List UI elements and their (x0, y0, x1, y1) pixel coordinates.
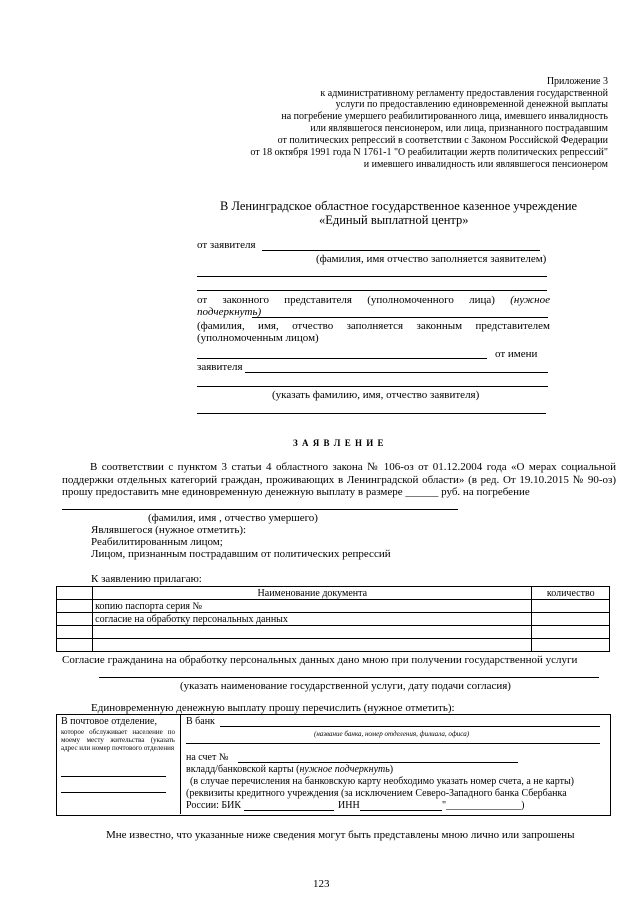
inn-tail: "_______________) (442, 800, 525, 811)
appendix-line-5: от политических репрессий в соответствии с Законом Российской Федерации (277, 135, 608, 146)
option-victim[interactable]: Лицом, признанным пострадавшим от политических репрессий (91, 548, 391, 560)
table-row (57, 639, 610, 652)
post-office-desc: которое обслуживает население по моему месту жительства (указать адрес или номер почтового отделения (61, 728, 175, 752)
applicant-name-hint: (фамилия, имя отчество заполняется заявителем) (316, 253, 547, 265)
representative-note: (фамилия, имя, отчество заполняется законным представителем (уполномоченным лицом) (197, 320, 550, 344)
footer-text: Мне известно, что указанные ниже сведения могут быть представлены мною лично или запрошены (106, 829, 575, 841)
applicant-name-field[interactable] (262, 250, 540, 251)
bik-label: России: БИК (186, 800, 242, 811)
table-cell-count[interactable] (532, 626, 610, 639)
payment-intro: Единовременную денежную выплату прошу перечислить (нужное отметить): (91, 702, 455, 714)
represented-applicant-line-3[interactable] (197, 413, 546, 414)
bank-label[interactable]: В банк (186, 716, 215, 727)
appendix-line-2: услуги по предоставлению единовременной денежной выплаты (335, 99, 608, 110)
consent-text: Согласие гражданина на обработку персональных данных дано мною при получении государственной услуги (62, 654, 578, 666)
appendix-line-4: или являвшегося пенсионером, или лица, признанного пострадавшим (310, 123, 608, 134)
addressee-line-1: В Ленинградское областное государственное казенное учреждение (220, 199, 578, 213)
appendix-line-3: на погребение умершего реабилитированного лица, имевшего инвалидность (281, 111, 608, 122)
card-note: (в случае перечисления на банковскую карту необходимо указать номер счета, а не карты) (190, 776, 575, 787)
table-header-name: Наименование документа (93, 587, 532, 600)
card-hint: нужное подчеркнуть (299, 764, 390, 775)
from-applicant-label: от заявителя (197, 239, 256, 251)
applicant-line-3[interactable] (197, 290, 547, 291)
statement-heading: З А Я В Л Е Н И Е (293, 438, 385, 448)
page-number: 123 (313, 878, 330, 890)
bik-field[interactable] (244, 810, 334, 811)
representative-label: от законного представителя (уполномоченного лица) (нужное подчеркнуть) (197, 294, 551, 318)
representative-italic-hint: (нужное подчеркнуть) (197, 294, 551, 318)
representative-line-2[interactable] (197, 358, 487, 359)
table-cell-doc: согласие на обработку персональных данных (93, 613, 532, 626)
option-rehabilitated[interactable]: Реабилитированным лицом; (91, 536, 223, 548)
requisites-label: (реквизиты кредитного учреждения (за исключением Северо-Западного банка Сбербанка (186, 788, 567, 799)
attachments-label: К заявлению прилагаю: (91, 573, 202, 585)
post-office-title[interactable]: В почтовое отделение, (61, 716, 157, 727)
represented-applicant-field[interactable] (245, 372, 548, 373)
option-title: Являвшегося (нужное отметить): (91, 524, 247, 536)
table-cell[interactable] (57, 613, 93, 626)
inn-field[interactable] (360, 810, 442, 811)
table-cell-count[interactable] (532, 600, 610, 613)
post-office-field-1[interactable] (61, 776, 166, 777)
table-cell-count[interactable] (532, 613, 610, 626)
appendix-line-6: от 18 октября 1991 года N 1761-1 "О реабилитации жертв политических репрессий" (250, 147, 608, 158)
table-row (57, 626, 610, 639)
table-cell-doc[interactable] (93, 639, 532, 652)
applicant-fio-hint: (указать фамилию, имя, отчество заявителя) (272, 389, 480, 401)
appendix-line-7: и имевшего инвалидность или являвшегося пенсионером (363, 159, 608, 170)
post-office-field-2[interactable] (61, 792, 166, 793)
applicant-line-2[interactable] (197, 276, 547, 277)
deceased-hint: (фамилия, имя , отчество умершего) (148, 512, 318, 524)
table-cell[interactable] (57, 626, 93, 639)
represented-applicant-line-2[interactable] (197, 386, 548, 387)
bank-name-field[interactable] (220, 726, 600, 727)
addressee-line-2: «Единый выплатной центр» (319, 213, 469, 227)
consent-hint: (указать наименование государственной услуги, дату подачи согласия) (180, 680, 511, 692)
table-cell[interactable] (57, 639, 93, 652)
table-header-count: количество (532, 587, 610, 600)
bank-hint: (название банка, номер отделения, филиала, офиса) (314, 730, 470, 738)
table-row (57, 613, 610, 626)
table-cell (57, 587, 93, 600)
statement-paragraph: В соответствии с пунктом 3 статьи 4 областного закона № 106-оз от 01.12.2004 года «О мерах социальной поддержки отдельных категорий граждан, проживающих в Ленинградской области» (в ред. От 19.10.2015 № 90-оз) прошу предоставить мне единовременную денежную выплату в размере ______ руб. на погребение (62, 461, 616, 498)
appendix-line-1: к административному регламенту предоставления государственной (320, 88, 608, 99)
consent-service-field[interactable] (99, 677, 599, 678)
table-cell-doc: копию паспорта серия № (93, 600, 532, 613)
card-label: вкладд/банковской карты (нужное подчеркнуть) (186, 764, 394, 775)
table-cell-count[interactable] (532, 639, 610, 652)
account-number-field[interactable] (238, 762, 518, 763)
inn-label: ИНН (338, 800, 360, 811)
appendix-title: Приложение 3 (546, 76, 608, 87)
representative-name-field[interactable] (252, 317, 548, 318)
account-label: на счет № (186, 752, 229, 763)
table-cell-doc[interactable] (93, 626, 532, 639)
table-header-row (57, 587, 610, 600)
of-applicant-label: заявителя (197, 361, 243, 373)
on-behalf-label: от имени (495, 348, 538, 360)
table-cell[interactable] (57, 600, 93, 613)
deceased-name-field[interactable] (62, 509, 458, 510)
bank-line-2[interactable] (186, 743, 600, 744)
table-row (57, 600, 610, 613)
documents-table (56, 586, 610, 652)
